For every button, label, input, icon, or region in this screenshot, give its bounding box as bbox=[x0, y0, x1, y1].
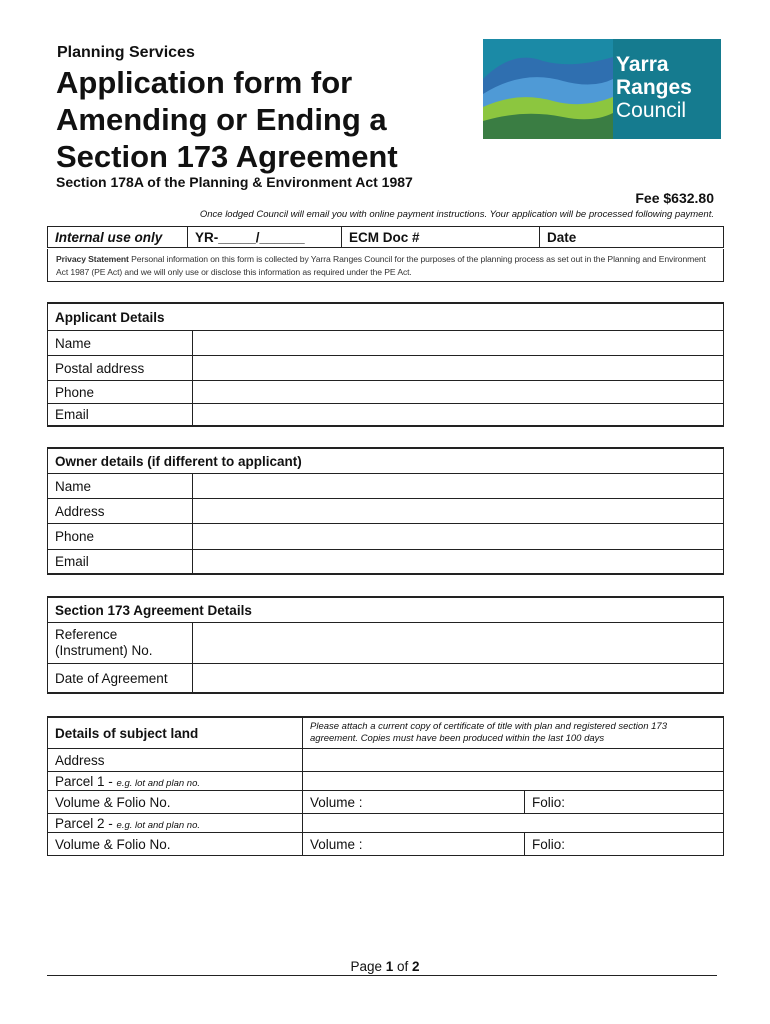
owner-name-label: Name bbox=[48, 474, 193, 499]
owner-name-input[interactable] bbox=[193, 474, 724, 499]
applicant-name-input[interactable] bbox=[193, 331, 724, 356]
privacy-statement bbox=[56, 253, 716, 279]
logo-line-1: Yarra bbox=[616, 53, 669, 76]
folio-2-input[interactable]: Folio: bbox=[525, 833, 724, 856]
attach-note: Please attach a current copy of certificate of title with plan and registered section 173 agreement. Copies must have been produced within the last 100 days bbox=[303, 717, 724, 749]
owner-phone-input[interactable] bbox=[193, 524, 724, 550]
internal-use-table bbox=[47, 226, 724, 248]
applicant-email-input[interactable] bbox=[193, 404, 724, 427]
agreement-date-input[interactable] bbox=[193, 664, 724, 694]
reference-label bbox=[48, 623, 193, 664]
parcel-2-hint: e.g. lot and plan no. bbox=[116, 819, 200, 831]
page-total: 2 bbox=[412, 959, 420, 974]
page-of: of bbox=[393, 959, 413, 974]
applicant-email-label: Email bbox=[48, 404, 193, 427]
owner-heading: Owner details (if different to applicant) bbox=[48, 448, 724, 474]
logo-wordmark bbox=[616, 53, 692, 122]
page-number bbox=[0, 959, 770, 974]
owner-table bbox=[47, 447, 724, 575]
page-title: Application form for Amending or Ending a Section 173 Agreement bbox=[56, 65, 398, 174]
internal-use-label: Internal use only bbox=[48, 227, 188, 248]
applicant-phone-input[interactable] bbox=[193, 381, 724, 404]
logo-line-3: Council bbox=[616, 99, 687, 122]
logo-line-2: Ranges bbox=[616, 76, 692, 99]
reference-input[interactable] bbox=[193, 623, 724, 664]
land-address-input[interactable] bbox=[303, 749, 724, 772]
owner-email-input[interactable] bbox=[193, 550, 724, 575]
council-logo bbox=[483, 39, 721, 139]
payment-note: Once lodged Council will email you with online payment instructions. Your application will be processed following payment. bbox=[199, 209, 714, 220]
land-heading: Details of subject land bbox=[48, 717, 303, 749]
applicant-address-label: Postal address bbox=[48, 356, 193, 381]
page-prefix: Page bbox=[350, 959, 386, 974]
reference-label-line-2: (Instrument) No. bbox=[55, 643, 153, 658]
applicant-heading: Applicant Details bbox=[48, 303, 724, 331]
yr-field[interactable]: YR-_____/______ bbox=[188, 227, 342, 248]
act-reference: Section 178A of the Planning & Environment Act 1987 bbox=[56, 174, 413, 190]
volume-folio-2-label: Volume & Folio No. bbox=[48, 833, 303, 856]
agreement-date-label: Date of Agreement bbox=[48, 664, 193, 694]
agreement-table bbox=[47, 596, 724, 694]
applicant-address-input[interactable] bbox=[193, 356, 724, 381]
volume-1-input[interactable]: Volume : bbox=[303, 791, 525, 814]
privacy-label: Privacy Statement bbox=[56, 254, 129, 264]
privacy-text: Personal information on this form is collected by Yarra Ranges Council for the purposes of the planning process as set out in the Planning and Environment Act 1987 (PE Act) and we will only use or disclose this information as required under the PE Act. bbox=[56, 254, 706, 277]
page-current: 1 bbox=[385, 959, 394, 974]
agreement-heading: Section 173 Agreement Details bbox=[48, 597, 724, 623]
folio-1-input[interactable]: Folio: bbox=[525, 791, 724, 814]
owner-email-label: Email bbox=[48, 550, 193, 575]
parcel-1-hint: e.g. lot and plan no. bbox=[116, 777, 200, 789]
parcel-2-label bbox=[48, 814, 303, 833]
date-field[interactable]: Date bbox=[540, 227, 724, 248]
footer-divider bbox=[47, 975, 717, 976]
parcel-2-text: Parcel 2 - bbox=[55, 815, 117, 831]
applicant-phone-label: Phone bbox=[48, 381, 193, 404]
owner-address-input[interactable] bbox=[193, 499, 724, 524]
land-table bbox=[47, 716, 724, 856]
reference-label-line-1: Reference bbox=[55, 627, 118, 642]
parcel-1-text: Parcel 1 - bbox=[55, 773, 117, 789]
parcel-2-input[interactable] bbox=[303, 814, 724, 833]
parcel-1-input[interactable] bbox=[303, 772, 724, 791]
parcel-1-label bbox=[48, 772, 303, 791]
volume-folio-1-label: Volume & Folio No. bbox=[48, 791, 303, 814]
volume-2-input[interactable]: Volume : bbox=[303, 833, 525, 856]
ecm-doc-field[interactable]: ECM Doc # bbox=[342, 227, 540, 248]
applicant-table bbox=[47, 302, 724, 427]
owner-address-label: Address bbox=[48, 499, 193, 524]
applicant-name-label: Name bbox=[48, 331, 193, 356]
fee-amount: Fee $632.80 bbox=[635, 190, 714, 206]
land-address-label: Address bbox=[48, 749, 303, 772]
department-label: Planning Services bbox=[57, 44, 195, 61]
owner-phone-label: Phone bbox=[48, 524, 193, 550]
